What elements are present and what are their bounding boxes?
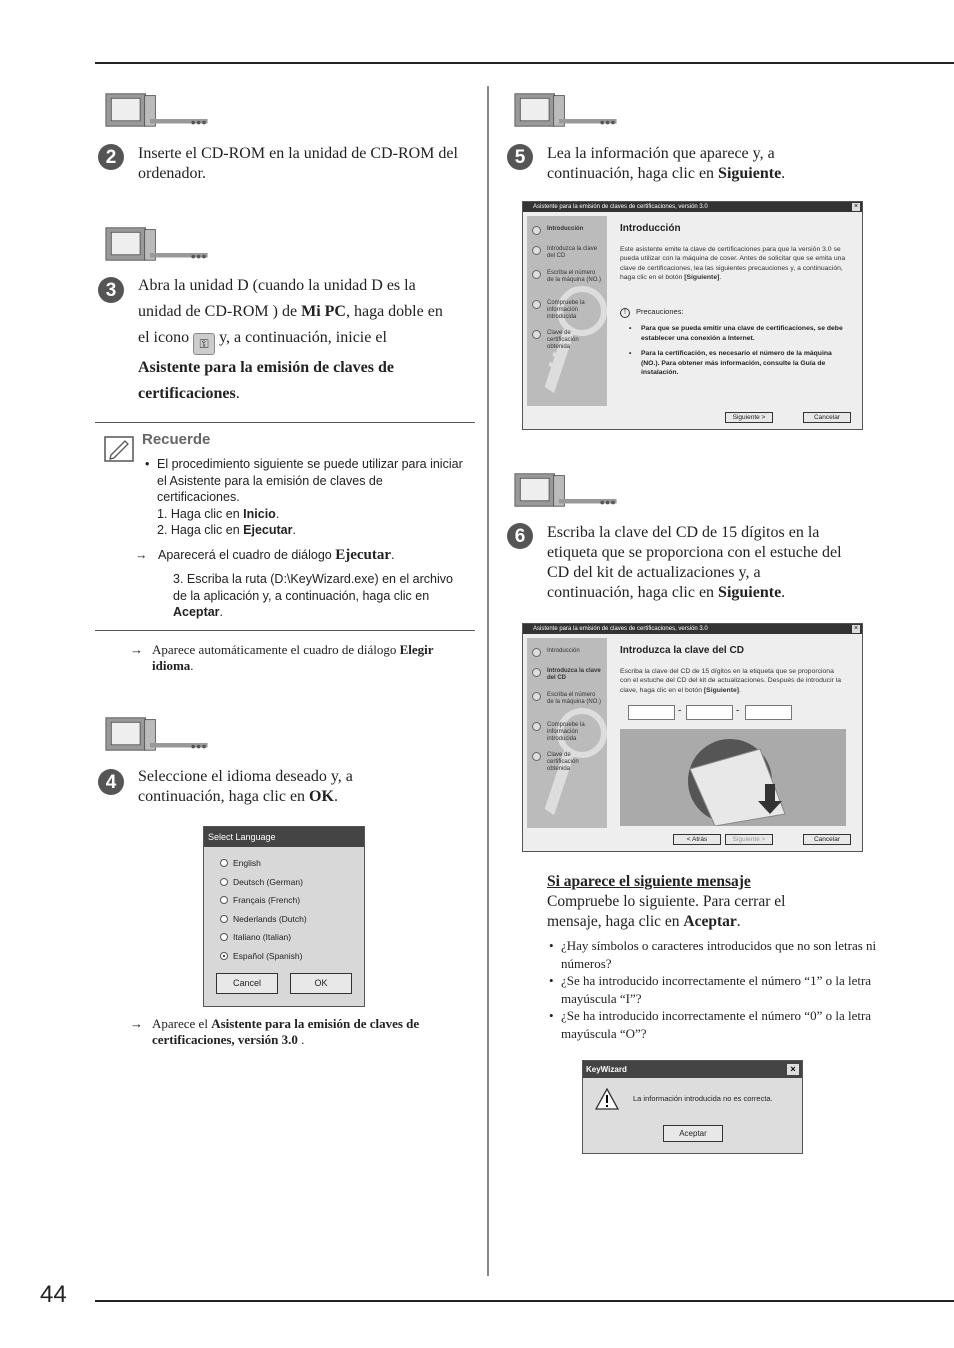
recuerde-item: 1. Haga clic en Inicio. xyxy=(157,506,280,521)
step3-line: unidad de CD-ROM ) de Mi PC, haga doble en xyxy=(138,303,443,320)
language-option-label: Italiano (Italian) xyxy=(233,932,292,942)
step4-line: continuación, haga clic en OK. xyxy=(138,788,338,805)
check-list-item: • ¿Se ha introducido incorrectamente el número “0” o la letra mayúscula “O”? xyxy=(547,1007,887,1042)
info-icon: ! xyxy=(620,308,630,318)
language-option-label: Deutsch (German) xyxy=(233,876,303,887)
radio-button[interactable] xyxy=(220,896,228,904)
cancel-button[interactable]: Cancelar xyxy=(803,412,851,423)
step6-line: continuación, haga clic en Siguiente. xyxy=(547,584,786,601)
language-option-label: Français (French) xyxy=(233,895,301,905)
keywizard-dialog xyxy=(582,1060,803,1154)
step2-text: Inserte el CD-ROM en la unidad de CD-ROM del ordenador. xyxy=(138,145,458,182)
bottom-rule xyxy=(95,1300,954,1302)
step3-line: Asistente para la emisión de claves de xyxy=(138,359,394,376)
step6-text xyxy=(547,523,892,603)
step3-line: certificaciones. xyxy=(138,385,240,402)
recuerde-bullet: • El procedimiento siguiente se puede utilizar para iniciar el Asistente para la emisión de claves de certificaciones. xyxy=(143,456,465,506)
wizard-step-item: Compruebe la información introducida xyxy=(533,722,603,743)
step5-line: Lea la información que aparece y, a xyxy=(547,145,775,162)
wizard-heading: Introduzca la clave del CD xyxy=(620,645,744,656)
language-option[interactable] xyxy=(220,857,261,869)
step3-line: Abra la unidad D (cuando la unidad D es la xyxy=(138,277,416,294)
radio-button[interactable] xyxy=(220,859,228,867)
precaution-item: • Para que se pueda emitir una clave de certificaciones, se debe establecer una conexión a Internet. xyxy=(627,324,851,343)
key-icon: ⚿ xyxy=(193,333,215,355)
arrow-note-elegir: → Aparece automáticamente el cuadro de diálogo Elegir idioma. xyxy=(130,642,434,673)
memo-icon xyxy=(103,434,135,464)
wizard-step-item: Escriba el número de la máquina (NO.) xyxy=(533,692,603,706)
language-option-label: Español (Spanish) xyxy=(233,950,303,961)
precautions-list xyxy=(627,324,851,378)
step5-text xyxy=(547,144,887,184)
language-option-label: English xyxy=(233,858,261,868)
check-list-item: • ¿Se ha introducido incorrectamente el número “1” o la letra mayúscula “I”? xyxy=(547,972,887,1007)
language-option-label: Nederlands (Dutch) xyxy=(233,913,307,924)
precautions-title: ! Precauciones: xyxy=(620,307,684,318)
recuerde-item: 2. Haga clic en Ejecutar. xyxy=(157,523,296,537)
close-icon[interactable]: × xyxy=(787,1064,799,1075)
language-option[interactable] xyxy=(220,913,307,925)
wizard-step-item: Introduzca la clave del CD xyxy=(533,246,603,260)
language-option[interactable] xyxy=(220,931,291,943)
message-section-title: Si aparece el siguiente mensaje xyxy=(547,873,751,890)
language-option[interactable] xyxy=(220,894,300,906)
recuerde-item: 3. Escriba la ruta (D:\KeyWizard.exe) en el archivo de la aplicación y, a continuación, haga clic en Aceptar. xyxy=(173,572,453,619)
step-number-4: 4 xyxy=(98,769,124,795)
cdkey-separator: - xyxy=(678,705,682,716)
wizard-titlebar: Asistente para la emisión de claves de certificaciones, versión 3.0 × xyxy=(523,202,862,212)
close-icon[interactable]: × xyxy=(853,625,859,632)
top-rule xyxy=(95,62,954,64)
wizard-cdkey-window xyxy=(522,623,863,852)
language-option[interactable] xyxy=(220,950,302,962)
radio-button[interactable] xyxy=(220,952,228,960)
cdkey-input-2[interactable] xyxy=(686,705,733,720)
step6-line: CD del kit de actualizaciones y, a xyxy=(547,564,761,581)
recuerde-body xyxy=(135,456,465,621)
check-list xyxy=(547,937,887,1042)
dialog-titlebar: KeyWizard × xyxy=(583,1061,802,1078)
cdkey-input-3[interactable] xyxy=(745,705,792,720)
cdkey-separator: - xyxy=(736,705,740,716)
step-number-2: 2 xyxy=(98,144,124,170)
next-button[interactable]: Siguiente > xyxy=(725,412,773,423)
wizard-titlebar: Asistente para la emisión de claves de certificaciones, versión 3.0 × xyxy=(523,624,862,634)
computer-icon xyxy=(99,716,219,752)
wizard-paragraph: Este asistente emite la clave de certificaciones para que la versión 3.0 se pueda utilizar con la máquina de coser. Antes de solicitar que se emita una clave de certificaciones, lea las siguientes precauciones y, a continuación, haga clic en el botón [Siguiente]. xyxy=(620,246,846,281)
message-line: mensaje, haga clic en Aceptar. xyxy=(547,913,741,930)
wizard-paragraph: Escriba la clave del CD de 15 dígitos en la etiqueta que se proporciona con el estuche del CD del kit de actualizaciones. Después de introducir la clave, haga clic en el botón [Siguiente]. xyxy=(620,668,842,694)
message-line: Compruebe lo siguiente. Para cerrar el xyxy=(547,893,786,910)
step4-text xyxy=(138,767,478,807)
step3-text xyxy=(138,273,483,407)
cancel-button[interactable]: Cancel xyxy=(216,973,278,994)
wizard-step-item: Clave de certificación obtenida xyxy=(533,752,603,773)
aceptar-button[interactable]: Aceptar xyxy=(663,1125,723,1142)
next-button[interactable]: Siguiente > xyxy=(725,834,773,845)
step-number-5: 5 xyxy=(507,144,533,170)
column-divider xyxy=(487,86,489,1276)
computer-icon xyxy=(99,226,219,262)
wizard-step-item: Compruebe la información introducida xyxy=(533,300,603,321)
step6-line: Escriba la clave del CD de 15 dígitos en la xyxy=(547,524,820,541)
wizard-step-item: Introducción xyxy=(533,648,603,655)
recuerde-top-rule xyxy=(95,422,475,423)
step-number-6: 6 xyxy=(507,523,533,549)
cdkey-input-1[interactable] xyxy=(628,705,675,720)
close-icon[interactable]: × xyxy=(853,203,859,210)
dialog-titlebar: Select Language xyxy=(204,827,364,847)
keywizard-message: La información introducida no es correcta. xyxy=(633,1094,773,1103)
step3-line: el icono ⚿ y, a continuación, inicie el xyxy=(138,325,483,355)
wizard-step-item: Introduzca la clave del CD xyxy=(533,668,603,682)
back-button[interactable]: < Atrás xyxy=(673,834,721,845)
computer-icon xyxy=(508,472,628,508)
warning-icon xyxy=(595,1088,619,1110)
recuerde-bottom-rule xyxy=(95,630,475,631)
language-option[interactable] xyxy=(220,876,303,888)
select-language-dialog xyxy=(203,826,365,1007)
cd-case-illustration xyxy=(620,729,846,826)
recuerde-title: Recuerde xyxy=(142,431,211,448)
step6-line: etiqueta que se proporciona con el estuche del xyxy=(547,544,842,561)
step-number-3: 3 xyxy=(98,277,124,303)
wizard-intro-window xyxy=(522,201,863,430)
radio-button[interactable] xyxy=(220,933,228,941)
page-number: 44 xyxy=(40,1281,67,1308)
radio-button[interactable] xyxy=(220,878,228,886)
cancel-button[interactable]: Cancelar xyxy=(803,834,851,845)
wizard-step-item: Introducción xyxy=(533,226,603,233)
ok-button[interactable]: OK xyxy=(290,973,352,994)
wizard-heading: Introducción xyxy=(620,223,681,234)
step4-line: Seleccione el idioma deseado y, a xyxy=(138,768,353,785)
arrow-note-asistente: → Aparece el Asistente para la emisión de claves de certificaciones, versión 3.0 . xyxy=(130,1016,420,1047)
computer-icon xyxy=(99,92,219,128)
wizard-step-item: Clave de certificación obtenida xyxy=(533,330,603,351)
radio-button[interactable] xyxy=(220,915,228,923)
recuerde-arrow: → Aparecerá el cuadro de diálogo Ejecutar. xyxy=(135,546,395,563)
step5-line: continuación, haga clic en Siguiente. xyxy=(547,165,786,182)
computer-icon xyxy=(508,92,628,128)
message-section xyxy=(547,872,887,932)
check-list-item: • ¿Hay símbolos o caracteres introducidos que no son letras ni números? xyxy=(547,937,887,972)
wizard-step-item: Escriba el número de la máquina (NO.) xyxy=(533,270,603,284)
precaution-item: • Para la certificación, es necesario el número de la máquina (NO.). Para obtener más información, consulte la Guía de instalación. xyxy=(627,349,851,378)
